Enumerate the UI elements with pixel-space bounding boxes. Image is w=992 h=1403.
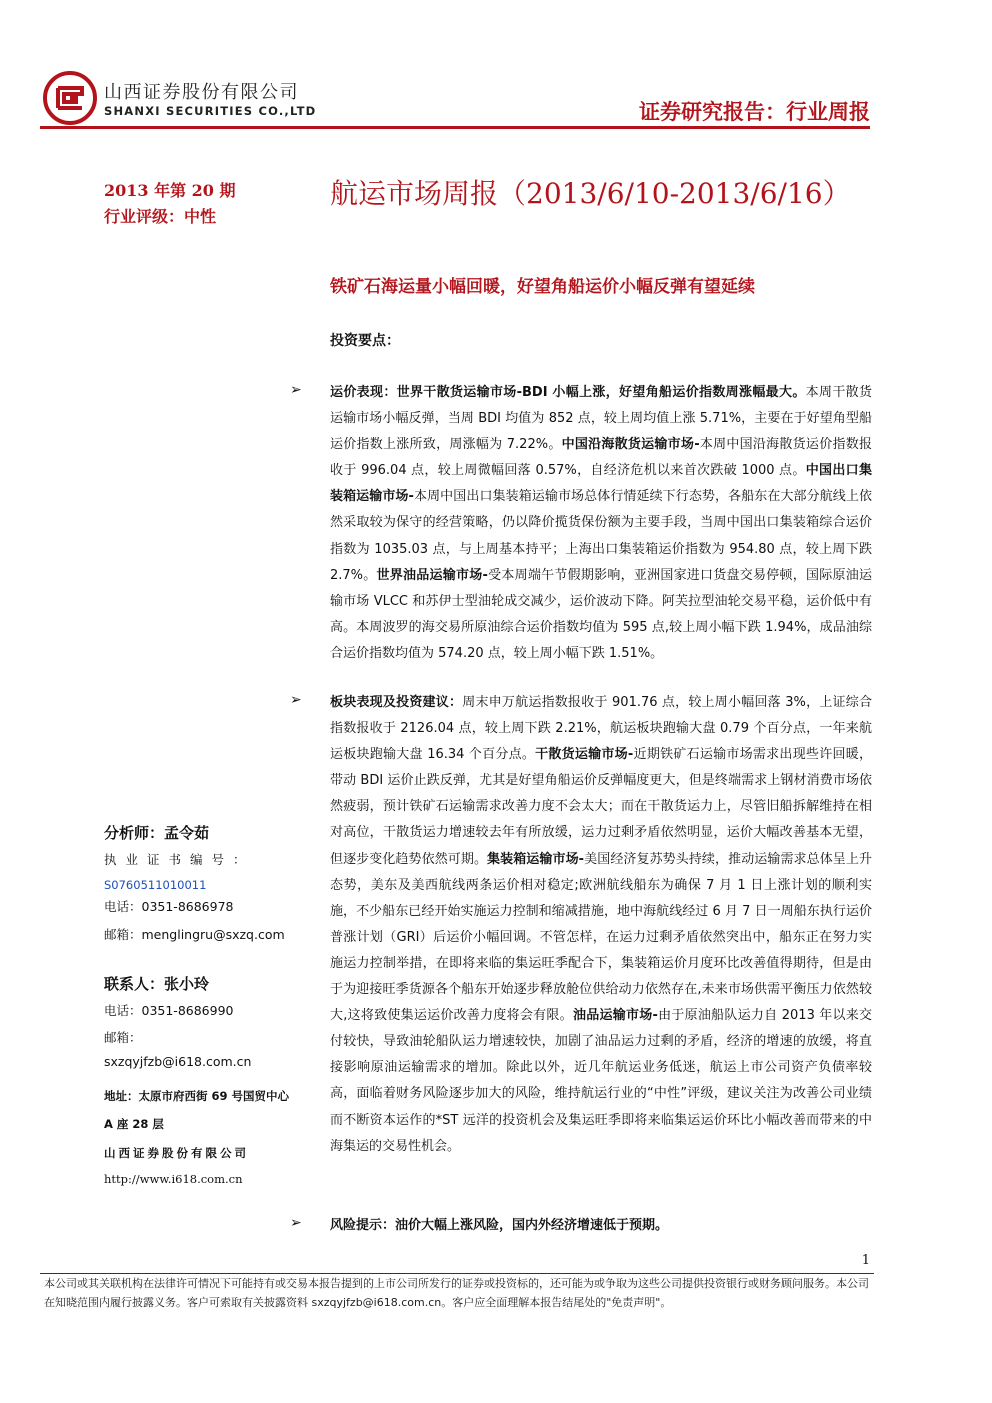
market-subheading: 干散货运输市场- bbox=[535, 747, 634, 763]
section-text: 本周中国出口集装箱运输市场总体行情延续下行态势，各船东在大部分航线上依然采取较为保守的经营策略，仍以降价揽货保份额为主要手段，当周中国出口集装箱综合运价指数为 1035.03 点，与上周基本持平；上海出口集装箱运价指数为 954.80 点，较上周下跌 2.7%。 bbox=[330, 489, 872, 583]
analyst-name: 分析师：孟令茹 bbox=[104, 824, 210, 842]
section-risk-warning bbox=[330, 1213, 872, 1239]
section-heading: 板块表现及投资建议： bbox=[330, 695, 463, 710]
arrow-bullet-icon: ➢ bbox=[290, 382, 302, 398]
arrow-bullet-icon: ➢ bbox=[290, 1215, 302, 1231]
market-subheading: 集装箱运输市场- bbox=[487, 851, 585, 867]
disclaimer-text: 本公司或其关联机构在法律许可情况下可能持有或交易本报告提到的上市公司所发行的证券或投资标的，还可能为或争取为这些公司提供投资银行或财务顾问服务。本公司在知晓范围内履行披露义务。客户可索取有关披露资料 sxzqyjfzb@i618.com.cn。客户应全面理解本报告结尾处的"免责声明"。 bbox=[44, 1277, 869, 1309]
company-address: 地址：太原市府西街 69 号国贸中心 A 座 28 层 bbox=[104, 1089, 290, 1131]
report-title: 航运市场周报（2013/6/10-2013/6/16） bbox=[330, 177, 851, 210]
company-name-en: SHANXI SECURITIES CO.,LTD bbox=[104, 104, 317, 118]
investment-points-label: 投资要点： bbox=[330, 333, 400, 349]
market-subheading: 世界油品运输市场- bbox=[376, 567, 488, 583]
contact-name: 联系人：张小玲 bbox=[104, 975, 210, 993]
contact-email-label: 邮箱： bbox=[104, 1030, 142, 1045]
section-text: 周末申万航运指数报收于 901.76 点，较上周小幅回落 3%，上证综合指数报收于 2126.04 点，较上周下跌 2.21%，航运板块跑输大盘 0.79 个百分点，一年来航运板块跑输大盘 16.34 个百分点。 bbox=[330, 695, 872, 763]
section-freight-performance bbox=[330, 380, 872, 667]
arrow-bullet-icon: ➢ bbox=[290, 692, 302, 708]
company-name-cn: 山西证券股份有限公司 bbox=[104, 82, 299, 103]
issue-number: 2013 年第 20 期 bbox=[104, 181, 236, 200]
section-heading: 运价表现：世界干散货运输市场-BDI 小幅上涨，好望角船运价指数周涨幅最大。 bbox=[330, 385, 806, 400]
sidebar-company-name: 山西证券股份有限公司 bbox=[104, 1146, 249, 1160]
section-text: 近期铁矿石运输市场需求出现些许回暖，带动 BDI 运价止跌反弹，尤其是好望角船运价反弹幅度更大，但是终端需求上钢材消费市场依然疲弱，预计铁矿石运输需求改善力度不会太大；而在干散货运力上，尽管旧船拆解维持在相对高位，干散货运力增速较去年有所放缓，运力过剩矛盾依然明显，运价大幅改善基本无望，但逐步变化趋势依然可期。 bbox=[330, 747, 872, 867]
report-type: 证券研究报告：行业周报 bbox=[639, 100, 870, 124]
contact-email: sxzqyjfzb@i618.com.cn bbox=[104, 1054, 252, 1069]
industry-rating: 行业评级：中性 bbox=[104, 207, 217, 226]
section-text: 本周中国沿海散货运价指数报收于 996.04 点，较上周微幅回落 0.57%，自经济危机以来首次跌破 1000 点。 bbox=[330, 437, 872, 479]
market-subheading: 中国沿海散货运输市场- bbox=[561, 437, 700, 453]
analyst-phone: 电话：0351-8686978 bbox=[104, 899, 234, 914]
company-logo bbox=[42, 70, 98, 126]
license-label: 执业证书编号： bbox=[104, 852, 255, 867]
analyst-email: 邮箱：menglingru@sxzq.com bbox=[104, 927, 285, 942]
header-divider bbox=[40, 126, 870, 129]
section-heading: 风险提示：油价大幅上涨风险，国内外经济增速低于预期。 bbox=[330, 1218, 669, 1233]
market-subheading: 油品运输市场- bbox=[572, 1008, 658, 1024]
section-text: 美国经济复苏势头持续，推动运输需求总体呈上升态势，美东及美西航线两条运价相对稳定;欧洲航线船东为确保 7 月 1 日上涨计划的顺利实施，不少船东已经开始实施运力控制和缩减措施，地中海航线经过 6 月 7 日一周船东执行运价普涨计划（GRI）后运价小幅回调。不管怎样，在运力过剩矛盾依然突出中，船东正在努力实施运力控制举措，在即将来临的集运旺季配合下，集装箱运价月度环比改善值得期待，但是由于为迎接旺季货源各个船东开始逐步释放舱位供给动力依然存在,未来市场供需平衡压力依然较大,这将致使集运运价改善力度将会有限。 bbox=[330, 851, 872, 1024]
market-subheading: 中国出口集装箱运输市场- bbox=[330, 463, 872, 505]
section-text: 受本周端午节假期影响，亚洲国家进口货盘交易停顿，国际原油运输市场 VLCC 和苏伊士型油轮成交减少，运价波动下降。阿芙拉型油轮交易平稳，运价低中有高。本周波罗的海交易所原油综合运价指数均值为 595 点,较上周小幅下跌 1.94%，成品油综合运价指数均值为 574.20 点，较上周小幅下跌 1.51%。 bbox=[330, 567, 872, 661]
section-sector-advice bbox=[330, 690, 872, 1160]
section-text: 本周干散货运输市场小幅反弹，当周 BDI 均值为 852 点，较上周均值上涨 5.71%，主要在于好望角型船运价指数上涨所致，周涨幅为 7.22%。 bbox=[330, 385, 872, 453]
license-number: S0760511010011 bbox=[104, 878, 207, 892]
report-subtitle: 铁矿石海运量小幅回暖，好望角船运价小幅反弹有望延续 bbox=[330, 277, 755, 297]
page-number: 1 bbox=[861, 1253, 870, 1268]
company-website-link[interactable]: http://www.i618.com.cn bbox=[104, 1172, 243, 1186]
contact-phone: 电话：0351-8686990 bbox=[104, 1003, 234, 1018]
section-text: 由于原油船队运力自 2013 年以来交付较快，导致油轮船队运力增速较快，加剧了油品运力过剩的矛盾，经济的增速的放缓，将直接影响原油运输需求的增加。除此以外，近几年航运业务低迷，航运上市公司资产负债率较高，面临着财务风险逐步加大的风险，维持航运行业的“中性”评级，建议关注为改善公司业绩而不断资本运作的*ST 远洋的投资机会及集运旺季即将来临集运运价环比小幅改善而带来的中海集运的交易性机会。 bbox=[330, 1008, 872, 1154]
